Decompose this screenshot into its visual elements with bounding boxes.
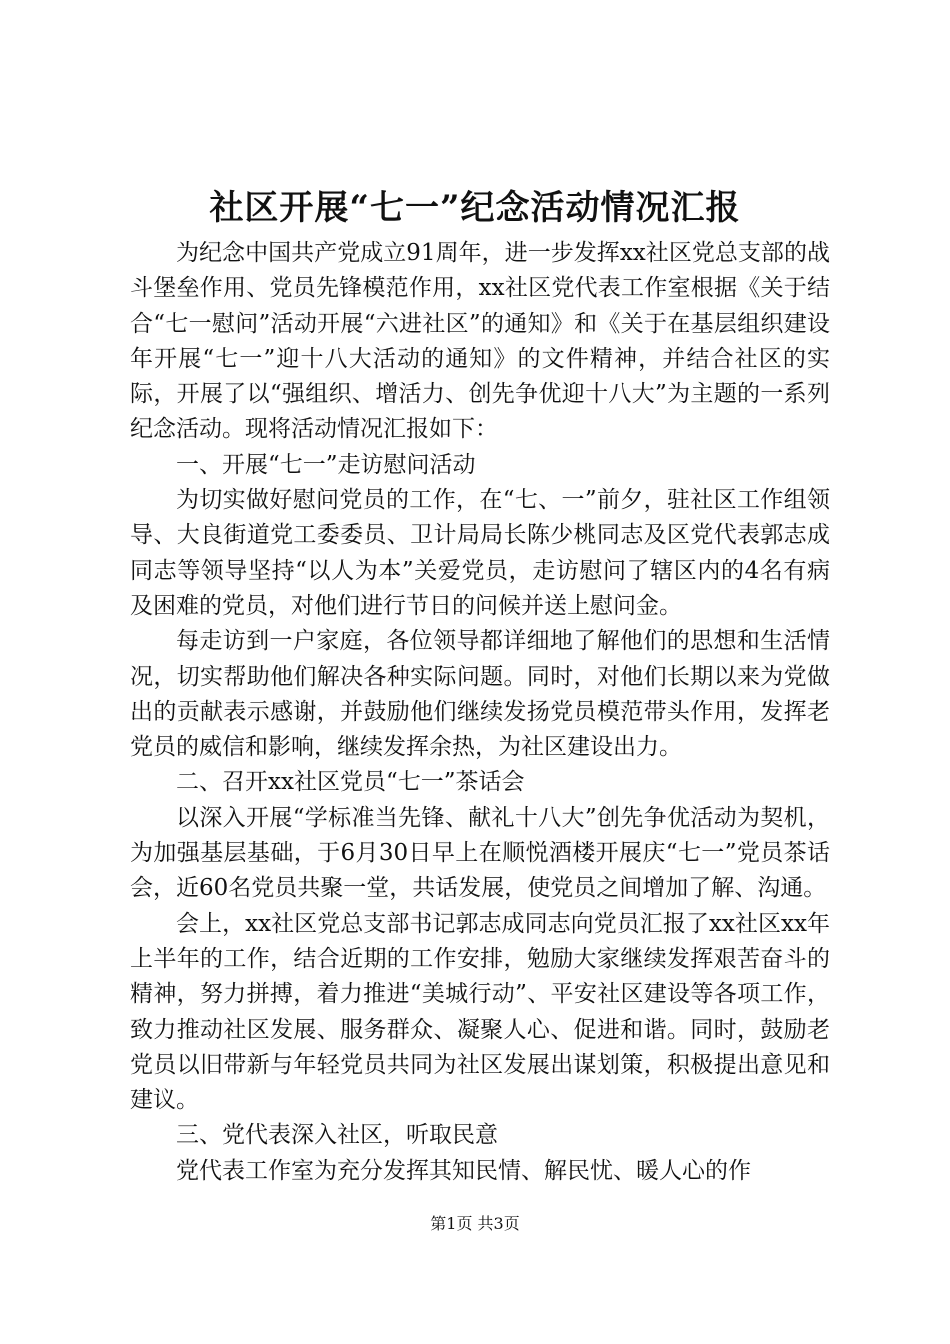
paragraph-tea-party-detail: 会上，xx社区党总支部书记郭志成同志向党员汇报了xx社区xx年上半年的工作，结合近期的工作安排，勉励大家继续发挥艰苦奋斗的精神，努力拼搏，着力推进“美城行动”、平安社区建设等各项工作，致力推动社区发展、服务群众、凝聚人心、促进和谐。同时，鼓励老党员以旧带新与年轻党员共同为社区发展出谋划策，积极提出意见和建议。 xyxy=(130,910,830,1114)
section-heading-1: 一、开展“七一”走访慰问活动 xyxy=(176,451,476,478)
paragraph-delegates: 党代表工作室为充分发挥其知民情、解民忧、暖人心的作 xyxy=(176,1157,751,1184)
page-footer: 第1页 共3页 xyxy=(430,1214,520,1233)
paragraph-visit: 为切实做好慰问党员的工作，在“七、一”前夕，驻社区工作组领导、大良街道党工委委员、卫计局局长陈少桃同志及区党代表郭志成同志等领导坚持“以人为本”关爱党员，走访慰问了辖区内的4名有病及困难的党员，对他们进行节日的问候并送上慰问金。 xyxy=(130,487,830,619)
paragraph-visit-detail: 每走访到一户家庭，各位领导都详细地了解他们的思想和生活情况，切实帮助他们解决各种实际问题。同时，对他们长期以来为党做出的贡献表示感谢，并鼓励他们继续发扬党员模范带头作用，发挥老党员的威信和影响，继续发挥余热，为社区建设出力。 xyxy=(130,628,830,761)
section-heading-2: 二、召开xx社区党员“七一”茶话会 xyxy=(176,769,525,796)
section-heading-3: 三、党代表深入社区，听取民意 xyxy=(176,1122,498,1149)
paragraph-tea-party: 以深入开展“学标准当先锋、献礼十八大”创先争优活动为契机，为加强基层基础，于6月30日早上在顺悦酒楼开展庆“七一”党员茶话会，近60名党员共聚一堂，共话发展，使党员之间增加了解、沟通。 xyxy=(130,804,830,902)
document-body xyxy=(130,236,830,1189)
document-title: 社区开展“七一”纪念活动情况汇报 xyxy=(209,188,741,228)
paragraph-intro: 为纪念中国共产党成立91周年，进一步发挥xx社区党总支部的战斗堡垒作用、党员先锋模范作用，xx社区党代表工作室根据《关于结合“七一慰问”活动开展“六进社区”的通知》和《关于在基层组织建设年开展“七一”迎十八大活动的通知》的文件精神，并结合社区的实际，开展了以“强组织、增活力、创先争优迎十八大”为主题的一系列纪念活动。现将活动情况汇报如下： xyxy=(130,240,830,443)
